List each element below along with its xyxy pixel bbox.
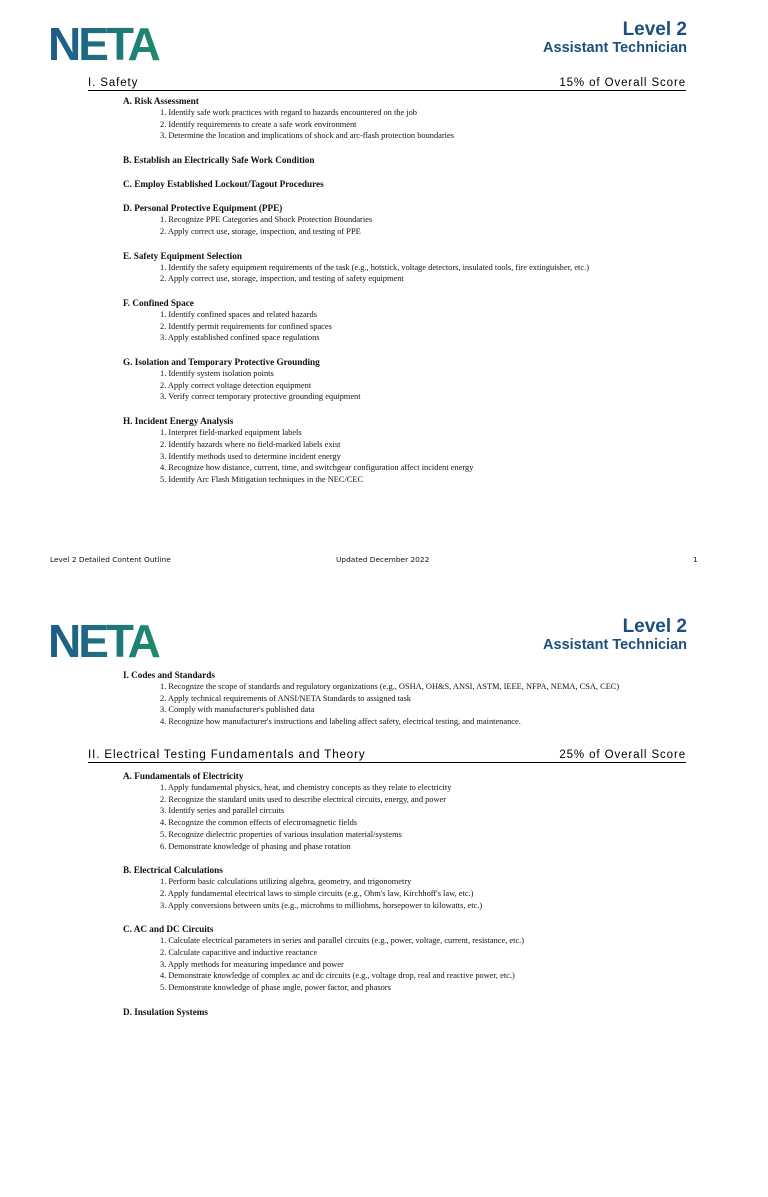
svg-text:NETA: NETA [48, 619, 158, 661]
section-score: 25% of Overall Score [559, 749, 686, 761]
spacer [123, 344, 723, 356]
topic-item: 1. Recognize PPE Categories and Shock Protection Boundaries [160, 215, 373, 225]
topic-items [123, 214, 723, 237]
topic-heading: A. Fundamentals of Electricity [123, 771, 244, 781]
topic-heading: C. AC and DC Circuits [123, 924, 214, 935]
topic-heading: D. Insulation Systems [123, 1006, 209, 1017]
topic-block [123, 923, 723, 994]
spacer [123, 238, 723, 250]
spacer [123, 911, 723, 923]
safety-topics [123, 95, 723, 486]
topic-item: 2. Identify hazards where no field-marked labels exist [160, 439, 341, 449]
section-score: 15% of Overall Score [559, 77, 686, 89]
topic-items [123, 368, 723, 403]
topic-item: 2. Calculate capacitive and inductive reactance [160, 948, 318, 958]
spacer [123, 166, 723, 178]
topic-items [123, 309, 723, 344]
topic-item: 1. Perform basic calculations utilizing algebra, geometry, and trigonometry [160, 877, 412, 887]
topic-item: 1. Identify confined spaces and related hazards [160, 309, 317, 319]
topic-heading: C. Employ Established Lockout/Tagout Procedures [123, 179, 324, 190]
topic-items [123, 876, 723, 911]
section-title: II. Electrical Testing Fundamentals and Theory [88, 749, 366, 761]
topic-block [123, 95, 723, 142]
topic-items [123, 782, 723, 852]
topic-item: 4. Demonstrate knowledge of complex ac and dc circuits (e.g., voltage drop, real and reactive power, etc.) [160, 971, 515, 981]
topic-items [123, 681, 723, 728]
spacer [123, 285, 723, 297]
topic-items [123, 107, 723, 142]
topic-block [123, 202, 723, 237]
spacer [123, 994, 723, 1006]
topic-heading: I. Codes and Standards [123, 670, 215, 680]
topic-item: 1. Recognize the scope of standards and regulatory organizations (e.g., OSHA, OH&S, ANSI, ASTM, IEEE, NFPA, NEMA, CSA, CEC) [160, 682, 620, 691]
section-header-fundamentals [88, 749, 686, 763]
topic-item: 2. Apply technical requirements of ANSI/NETA Standards to assigned task [160, 693, 411, 703]
spacer [123, 852, 723, 864]
topic-heading: F. Confined Space [123, 297, 194, 308]
section-header-safety [88, 77, 686, 91]
header-level: Level 2 [622, 616, 687, 637]
topic-item: 3. Apply conversions between units (e.g., microhms to milliohms, horsepower to kilowatts, etc.) [160, 900, 483, 910]
topic-item: 2. Identify requirements to create a safe work environment [160, 119, 357, 129]
fundamentals-topics [123, 770, 723, 1018]
topic-block [123, 770, 723, 852]
topic-heading: G. Isolation and Temporary Protective Grounding [123, 357, 320, 368]
topic-heading: E. Safety Equipment Selection [123, 250, 242, 261]
topic-heading: B. Electrical Calculations [123, 865, 223, 876]
topic-item: 1. Identify system isolation points [160, 369, 274, 379]
section-title: I. Safety [88, 77, 139, 89]
topic-block [123, 864, 723, 911]
topic-heading: H. Incident Energy Analysis [123, 416, 234, 427]
topic-item: 1. Apply fundamental physics, heat, and chemistry concepts as they relate to electricity [160, 783, 452, 792]
page-2 [0, 597, 768, 1197]
topic-item: 2. Recognize the standard units used to describe electrical circuits, energy, and power [160, 794, 447, 804]
topic-item: 3. Apply established confined space regulations [160, 333, 320, 343]
header-level: Level 2 [622, 19, 687, 40]
topic-heading: D. Personal Protective Equipment (PPE) [123, 203, 283, 214]
topic-item: 2. Identify permit requirements for confined spaces [160, 321, 332, 331]
footer-page-number: 1 [693, 555, 698, 564]
topic-item: 2. Apply correct use, storage, inspection, and testing of safety equipment [160, 274, 404, 284]
topic-block [123, 356, 723, 403]
topic-heading: A. Risk Assessment [123, 96, 199, 106]
topic-item: 1. Identify safe work practices with regard to hazards encountered on the job [160, 108, 417, 117]
topic-item: 4. Recognize the common effects of electromagnetic fields [160, 818, 358, 828]
topic-item: 1. Interpret field-marked equipment labels [160, 428, 302, 438]
topic-block [123, 297, 723, 344]
topic-item: 2. Apply fundamental electrical laws to simple circuits (e.g., Ohm's law, Kirchhoff's law, etc.) [160, 888, 474, 898]
topic-item: 3. Apply methods for measuring impedance and power [160, 959, 344, 969]
footer-left: Level 2 Detailed Content Outline [50, 555, 171, 564]
topic-item: 2. Apply correct use, storage, inspection, and testing of PPE [160, 226, 361, 236]
neta-logo [48, 619, 180, 661]
topic-item: 4. Recognize how distance, current, time, and switchgear configuration affect incident energy [160, 463, 474, 473]
spacer [123, 403, 723, 415]
topic-block [123, 1006, 723, 1018]
spacer [123, 142, 723, 154]
topic-block [123, 669, 723, 728]
topic-item: 5. Recognize dielectric properties of various insulation material/systems [160, 829, 402, 839]
topic-item: 3. Verify correct temporary protective grounding equipment [160, 392, 361, 402]
topic-heading: B. Establish an Electrically Safe Work Condition [123, 155, 315, 166]
footer-date: Updated December 2022 [336, 555, 430, 564]
topic-item: 1. Identify the safety equipment requirements of the task (e.g., hotstick, voltage detectors, insulated tools, fire extinguisher, etc.) [160, 262, 589, 272]
topic-block [123, 154, 723, 166]
topic-item: 2. Apply correct voltage detection equipment [160, 380, 312, 390]
topic-item: 5. Demonstrate knowledge of phase angle, power factor, and phasors [160, 983, 391, 993]
topic-item: 3. Comply with manufacturer's published data [160, 705, 315, 715]
topic-items [123, 262, 723, 285]
topic-item: 1. Calculate electrical parameters in series and parallel circuits (e.g., power, voltage, current, resistance, etc.) [160, 936, 525, 946]
header-subtitle: Assistant Technician [543, 637, 687, 653]
topic-item: 6. Demonstrate knowledge of phasing and phase rotation [160, 841, 351, 851]
topic-items [123, 935, 723, 994]
header-subtitle: Assistant Technician [543, 40, 687, 56]
topic-item: 3. Determine the location and implications of shock and arc-flash protection boundaries [160, 131, 454, 141]
codes-standards [123, 669, 723, 728]
neta-logo [48, 22, 180, 64]
svg-text:NETA: NETA [48, 22, 158, 64]
topic-items [123, 427, 723, 486]
topic-block [123, 178, 723, 190]
topic-item: 3. Identify methods used to determine incident energy [160, 451, 341, 461]
topic-item: 4. Recognize how manufacturer's instructions and labeling affect safety, electrical testing, and maintenance. [160, 717, 521, 727]
topic-block [123, 250, 723, 285]
topic-block [123, 415, 723, 486]
topic-item: 5. Identify Arc Flash Mitigation techniques in the NEC/CEC [160, 474, 364, 484]
topic-item: 3. Identify series and parallel circuits [160, 806, 285, 816]
spacer [123, 190, 723, 202]
